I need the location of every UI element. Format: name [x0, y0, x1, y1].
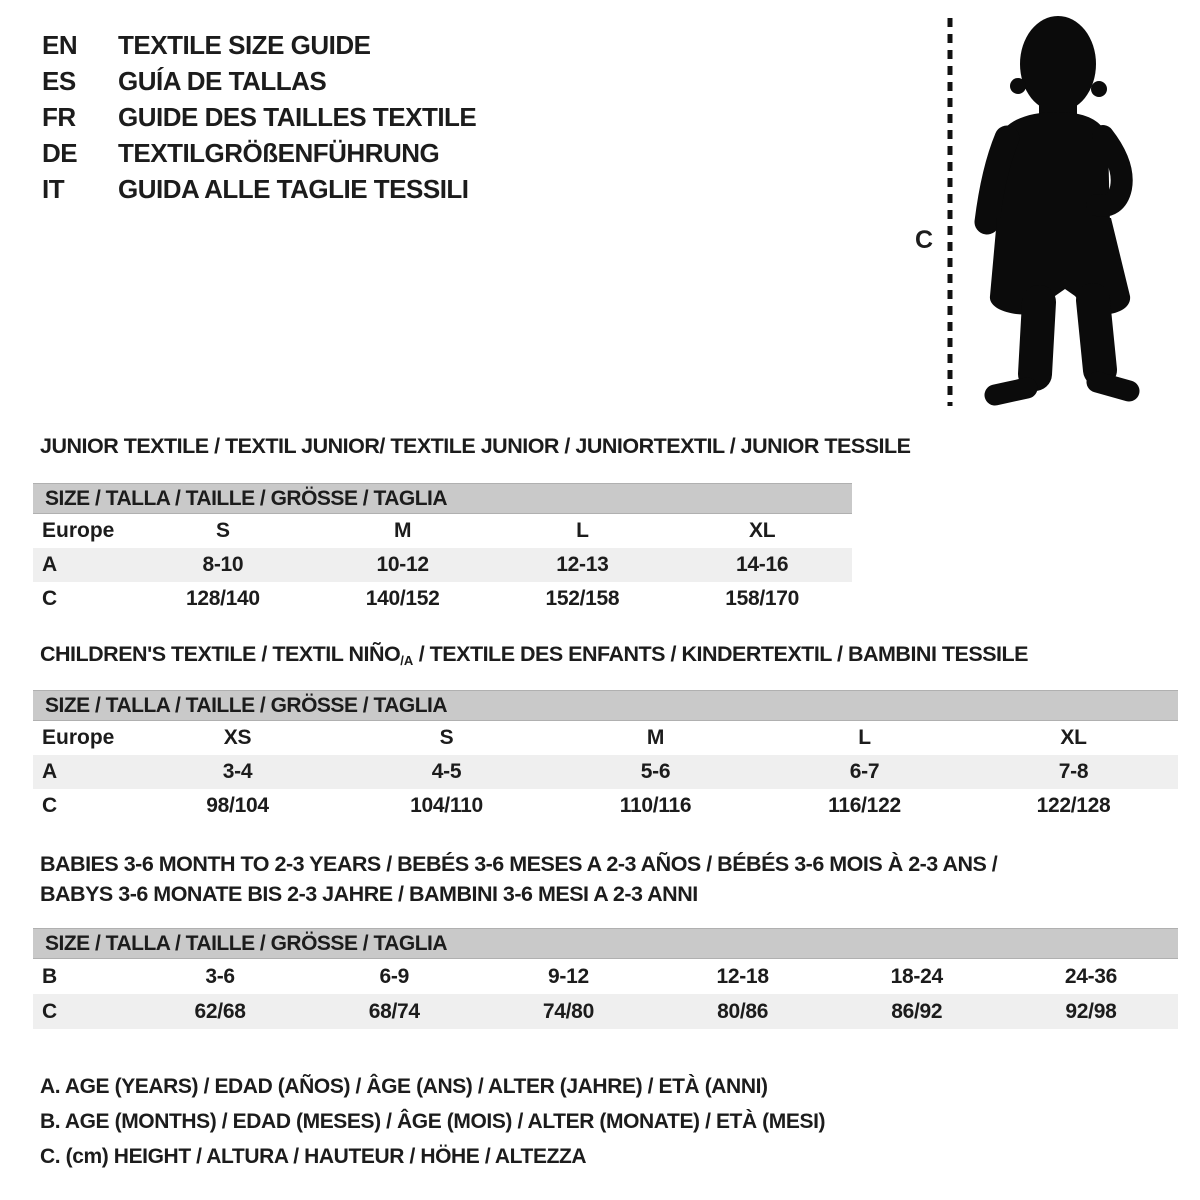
- months-cell: 9-12: [548, 964, 589, 988]
- height-cell: 116/122: [828, 794, 901, 817]
- height-cell: 158/170: [725, 587, 800, 610]
- junior-size-table: [33, 483, 852, 616]
- toddler-silhouette: [987, 16, 1130, 395]
- babies-title-line1: BABIES 3-6 MONTH TO 2-3 YEARS / BEBÉS 3-6 MESES A 2-3 AÑOS / BÉBÉS 3-6 MOIS À 2-3 ANS /: [40, 852, 998, 876]
- height-cell: 86/92: [891, 999, 943, 1023]
- months-cell: 6-9: [379, 964, 409, 988]
- height-cell: 80/86: [717, 999, 769, 1023]
- lang-code: FR: [42, 101, 76, 132]
- table-row: [33, 789, 1178, 823]
- row-label-b: B: [42, 964, 58, 988]
- row-label-europe: Europe: [42, 726, 115, 749]
- babies-table-size-header: SIZE / TALLA / TAILLE / GRÖSSE / TAGLIA: [33, 928, 1178, 959]
- height-cell: 74/80: [542, 999, 594, 1023]
- height-cell: 140/152: [365, 587, 440, 610]
- months-cell: 12-18: [716, 964, 769, 988]
- height-c-label: C: [915, 226, 934, 254]
- height-cell: 98/104: [206, 794, 269, 817]
- height-cell: 62/68: [194, 999, 246, 1023]
- table-row: [33, 959, 1178, 994]
- language-title-list: [42, 27, 476, 207]
- size-cell: S: [439, 726, 454, 749]
- lang-row-it: [42, 171, 476, 207]
- children-table-size-header: SIZE / TALLA / TAILLE / GRÖSSE / TAGLIA: [33, 690, 1178, 721]
- row-label-a: A: [42, 553, 58, 576]
- age-cell: 4-5: [431, 760, 462, 783]
- age-cell: 3-4: [222, 760, 253, 783]
- legend: [40, 1069, 825, 1174]
- children-section-title: [40, 639, 1028, 676]
- lang-row-es: [42, 63, 476, 99]
- size-cell: XL: [749, 519, 776, 542]
- lang-title: TEXTILE SIZE GUIDE: [118, 29, 371, 60]
- lang-row-de: [42, 135, 476, 171]
- height-measure-figure: [905, 8, 1155, 418]
- table-row: [33, 721, 1178, 755]
- age-cell: 6-7: [849, 760, 880, 783]
- age-cell: 7-8: [1058, 760, 1089, 783]
- table-row: [33, 755, 1178, 789]
- children-title-sub: /A: [400, 653, 414, 668]
- size-cell: XS: [223, 726, 252, 749]
- row-label-europe: Europe: [42, 519, 115, 542]
- legend-line-b: B. AGE (MONTHS) / EDAD (MESES) / ÂGE (MOIS) / ALTER (MONATE) / ETÀ (MESI): [40, 1110, 826, 1133]
- size-cell: M: [394, 519, 412, 542]
- height-cell: 122/128: [1036, 794, 1111, 817]
- junior-table-size-header: SIZE / TALLA / TAILLE / GRÖSSE / TAGLIA: [33, 483, 852, 514]
- row-label-c: C: [42, 587, 58, 610]
- lang-code: ES: [42, 65, 76, 96]
- row-label-a: A: [42, 760, 58, 783]
- age-cell: 10-12: [376, 553, 429, 576]
- height-cell: 104/110: [410, 794, 483, 817]
- lang-code: EN: [42, 29, 78, 60]
- age-cell: 8-10: [202, 553, 244, 576]
- lang-row-fr: [42, 99, 476, 135]
- height-cell: 92/98: [1065, 999, 1117, 1023]
- row-label-c: C: [42, 794, 58, 817]
- height-cell: 110/116: [619, 794, 692, 817]
- table-row: [33, 514, 852, 548]
- lang-title: GUIDA ALLE TAGLIE TESSILI: [118, 173, 469, 204]
- babies-section-title: [40, 849, 997, 909]
- table-row: [33, 548, 852, 582]
- size-cell: XL: [1060, 726, 1087, 749]
- size-cell: L: [576, 519, 589, 542]
- legend-line-c: C. (cm) HEIGHT / ALTURA / HAUTEUR / HÖHE / ALTEZZA: [40, 1145, 587, 1168]
- babies-title-line2: BABYS 3-6 MONATE BIS 2-3 JAHRE / BAMBINI 3-6 MESI A 2-3 ANNI: [40, 882, 698, 906]
- months-cell: 3-6: [205, 964, 235, 988]
- row-label-c: C: [42, 999, 58, 1023]
- lang-code: DE: [42, 137, 78, 168]
- lang-title: TEXTILGRÖßENFÜHRUNG: [118, 137, 440, 168]
- age-cell: 5-6: [640, 760, 671, 783]
- children-size-table: [33, 690, 1178, 823]
- age-cell: 12-13: [556, 553, 609, 576]
- age-cell: 14-16: [736, 553, 789, 576]
- months-cell: 18-24: [890, 964, 943, 988]
- lang-code: IT: [42, 173, 65, 204]
- size-cell: S: [216, 519, 230, 542]
- lang-row-en: [42, 27, 476, 63]
- lang-title: GUIDE DES TAILLES TEXTILE: [118, 101, 477, 132]
- height-cell: 152/158: [545, 587, 620, 610]
- months-cell: 24-36: [1064, 964, 1118, 988]
- children-title-rest: / TEXTILE DES ENFANTS / KINDERTEXTIL / BAMBINI TESSILE: [413, 642, 1028, 666]
- children-title-main: CHILDREN'S TEXTILE / TEXTIL NIÑO: [40, 642, 401, 666]
- height-cell: 68/74: [368, 999, 420, 1023]
- size-cell: M: [646, 726, 665, 749]
- babies-size-table: [33, 928, 1178, 1029]
- size-cell: L: [858, 726, 871, 749]
- table-row: [33, 994, 1178, 1029]
- legend-line-a: A. AGE (YEARS) / EDAD (AÑOS) / ÂGE (ANS) / ALTER (JAHRE) / ETÀ (ANNI): [40, 1075, 768, 1098]
- junior-section-title: JUNIOR TEXTILE / TEXTIL JUNIOR/ TEXTILE JUNIOR / JUNIORTEXTIL / JUNIOR TESSILE: [40, 434, 911, 458]
- height-cell: 128/140: [185, 587, 260, 610]
- table-row: [33, 582, 852, 616]
- lang-title: GUÍA DE TALLAS: [118, 65, 327, 96]
